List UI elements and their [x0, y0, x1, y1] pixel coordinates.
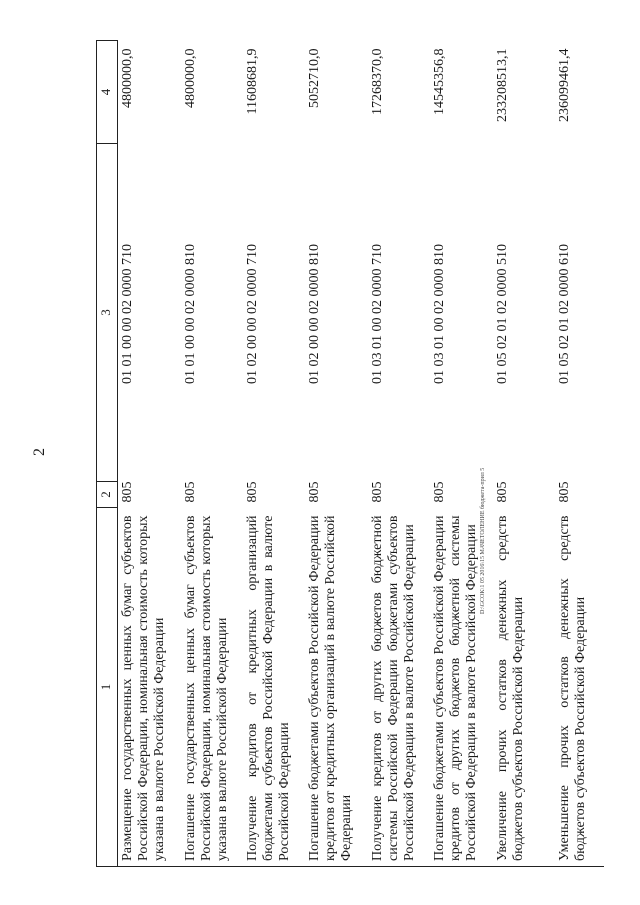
row-classification-code: 01 01 00 00 02 0000 710	[120, 244, 136, 384]
row-name: Погашение бюджетами субъектов Российской Федерации кредитов от других бюджетов бюджетной системы Российской Федерации в валюте Российской Федерации	[430, 508, 492, 867]
header-col-3: 3	[97, 144, 118, 482]
table-row	[118, 41, 181, 867]
row-name: Уменьшение прочих остатков денежных средств бюджетов субъектов Российской Федерации	[555, 508, 604, 867]
row-name: Получение кредитов от кредитных организаций бюджетами субъектов Российской Федерации в валюте Российской Федерации	[243, 508, 305, 867]
page-number: 2	[31, 448, 48, 456]
header-col-4: 4	[97, 41, 118, 144]
row-admin-code: 805	[369, 481, 385, 503]
table-row	[493, 41, 555, 867]
row-amount: 4800000,0	[182, 48, 198, 108]
row-classification-code: 01 05 02 01 02 0000 510	[494, 244, 510, 384]
row-name: Получение кредитов от других бюджетов бюджетной системы Российской Федерации бюджетами субъектов Российской Федерации в валюте Российской Федерации	[368, 508, 430, 867]
row-amount: 14545356,8	[432, 48, 448, 115]
row-classification-code: 01 03 01 00 02 0000 710	[369, 244, 385, 384]
table-row	[305, 41, 367, 867]
budget-table-container	[96, 41, 604, 867]
row-amount: 17268370,0	[369, 48, 385, 115]
row-classification-code: 01 01 00 00 02 0000 810	[182, 244, 198, 384]
row-amount: 11608681,9	[244, 48, 260, 115]
row-classification-code: 01 02 00 00 02 0000 710	[244, 244, 260, 384]
file-path-footer: D:\GCOK\1 05 2016\15 МАЧЕТОЛЕНИЕ бюджета-прил 5	[480, 467, 486, 614]
table-header-row	[97, 41, 118, 867]
row-name: Увеличение прочих остатков денежных средств бюджетов субъектов Российской Федерации	[493, 508, 555, 867]
header-col-1: 1	[97, 508, 118, 867]
table-row	[181, 41, 243, 867]
table-row	[243, 41, 305, 867]
row-amount: 4800000,0	[120, 48, 136, 108]
row-name: Погашение бюджетами субъектов Российской Федерации кредитов от кредитных организаций в валюте Российской Федерации	[305, 508, 367, 867]
table-row	[368, 41, 430, 867]
row-admin-code: 805	[432, 481, 448, 503]
budget-sources-table	[96, 40, 604, 867]
row-amount: 5052710,0	[307, 48, 323, 108]
row-admin-code: 805	[494, 481, 510, 503]
row-admin-code: 805	[182, 481, 198, 503]
row-amount: 233208513,1	[494, 48, 510, 122]
row-classification-code: 01 05 02 01 02 0000 610	[556, 244, 572, 384]
row-admin-code: 805	[556, 481, 572, 503]
row-classification-code: 01 03 01 00 02 0000 810	[432, 244, 448, 384]
row-amount: 236099461,4	[556, 48, 572, 122]
row-name: Погашение государственных ценных бумаг субъектов Российской Федерации, номинальная стоимость которых указана в валюте Российской Федерации	[181, 508, 243, 867]
header-col-2: 2	[97, 482, 118, 508]
row-classification-code: 01 02 00 00 02 0000 810	[307, 244, 323, 384]
row-name: Размещение государственных ценных бумаг субъектов Российской Федерации, номинальная стоимость которых указана в валюте Российской Федерации	[118, 508, 181, 867]
row-admin-code: 805	[120, 481, 136, 503]
row-admin-code: 805	[244, 481, 260, 503]
row-admin-code: 805	[307, 481, 323, 503]
table-row	[555, 41, 604, 867]
